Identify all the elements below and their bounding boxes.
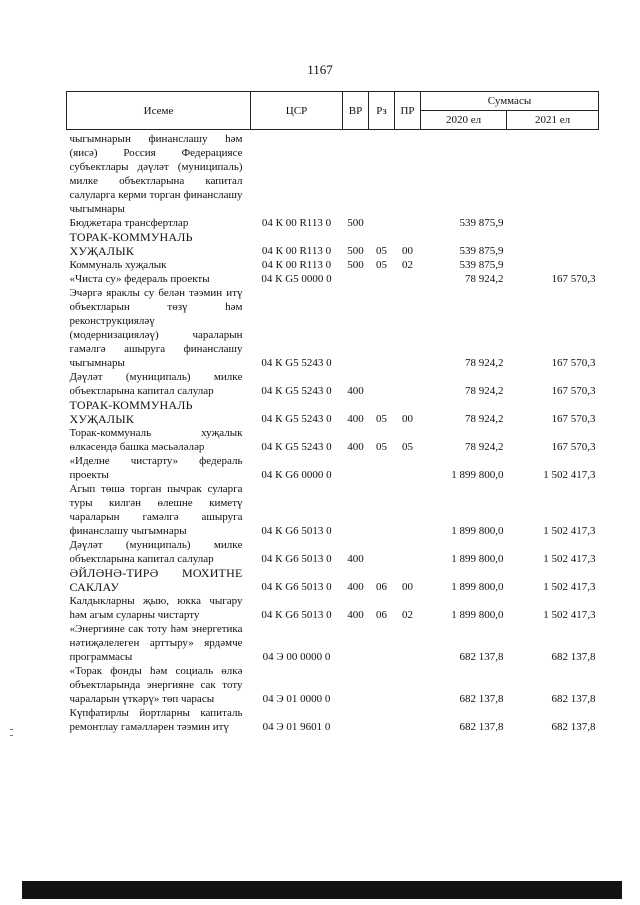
row-vr — [343, 130, 369, 217]
table-row — [67, 426, 599, 454]
table-row — [67, 622, 599, 664]
row-sum-2021: 1 502 417,3 — [543, 609, 596, 621]
row-sum-2020 — [421, 130, 507, 217]
row-vr — [343, 454, 369, 482]
row-pr — [395, 664, 421, 706]
row-sum-2021 — [507, 230, 599, 258]
row-csr: 04 К G6 5013 0 — [261, 581, 332, 593]
row-name: Бюджетара трансфертлар — [69, 217, 189, 229]
table-row — [67, 664, 599, 706]
row-vr: 400 — [347, 441, 364, 453]
row-sum-2021: 167 570,3 — [551, 385, 596, 397]
row-sum-2020: 682 137,8 — [459, 693, 504, 705]
row-csr: 04 Э 01 9601 0 — [262, 721, 331, 733]
table-row — [67, 454, 599, 482]
row-rz — [369, 706, 395, 734]
scan-edge-mark — [10, 735, 13, 736]
row-csr: 04 К 00 R113 0 — [261, 217, 332, 229]
row-csr: 04 Э 00 0000 0 — [262, 651, 331, 663]
table-row — [67, 538, 599, 566]
row-name: ТОРАК-КОММУНАЛЬ ХУҖАЛЫК — [69, 230, 193, 258]
row-sum-2021: 167 570,3 — [551, 413, 596, 425]
row-vr — [343, 286, 369, 370]
table-row — [67, 566, 599, 594]
table-row — [67, 706, 599, 734]
budget-table — [66, 91, 599, 734]
row-sum-2021: 167 570,3 — [551, 273, 596, 285]
table-row — [67, 272, 599, 286]
row-name: Күпфатирлы йортларны капиталь ремонтлау гамәлләрен тәэмин итү — [69, 707, 243, 733]
row-sum-2020: 78 924,2 — [465, 357, 504, 369]
row-pr: 05 — [402, 441, 413, 453]
table-row — [67, 398, 599, 426]
row-pr: 00 — [402, 245, 413, 257]
scan-edge-mark — [10, 729, 13, 730]
row-name: «Чиста су» федераль проекты — [69, 273, 210, 285]
row-sum-2020: 78 924,2 — [465, 441, 504, 453]
table-row — [67, 216, 599, 230]
row-sum-2021 — [507, 130, 599, 217]
row-vr: 500 — [347, 217, 364, 229]
row-csr: 04 К G5 5243 0 — [261, 385, 332, 397]
table-row — [67, 230, 599, 258]
table-row — [67, 130, 599, 217]
row-pr — [395, 482, 421, 538]
row-csr: 04 К 00 R113 0 — [261, 245, 332, 257]
row-sum-2021: 167 570,3 — [551, 441, 596, 453]
table-row — [67, 370, 599, 398]
row-vr: 400 — [347, 609, 364, 621]
row-name: ӘЙЛӘНӘ-ТИРӘ МОХИТНЕ САКЛАУ — [69, 566, 243, 594]
row-rz: 05 — [376, 441, 387, 453]
row-csr: 04 К G6 5013 0 — [261, 525, 332, 537]
row-vr — [343, 272, 369, 286]
row-name: Дәүләт (муниципаль) милкe объектларына капитал салулар — [69, 539, 243, 565]
row-rz — [369, 370, 395, 398]
row-csr: 04 К G5 5243 0 — [261, 413, 332, 425]
row-sum-2020: 1 899 800,0 — [451, 609, 504, 621]
row-pr — [395, 622, 421, 664]
row-rz — [369, 130, 395, 217]
table-row — [67, 258, 599, 272]
row-sum-2021: 1 502 417,3 — [543, 469, 596, 481]
page-number: 1167 — [307, 62, 333, 77]
row-rz: 06 — [376, 609, 387, 621]
row-sum-2021 — [507, 258, 599, 272]
row-sum-2020: 78 924,2 — [465, 273, 504, 285]
row-sum-2020: 682 137,8 — [459, 651, 504, 663]
scan-bottom-bar — [22, 881, 622, 899]
row-csr: 04 Э 01 0000 0 — [262, 693, 331, 705]
row-pr — [395, 272, 421, 286]
row-csr: 04 К G5 5243 0 — [261, 357, 332, 369]
row-sum-2021: 1 502 417,3 — [543, 525, 596, 537]
row-pr — [395, 216, 421, 230]
table-row — [67, 594, 599, 622]
row-sum-2020: 1 899 800,0 — [451, 525, 504, 537]
row-rz: 05 — [376, 245, 387, 257]
row-vr — [343, 622, 369, 664]
row-sum-2020: 539 875,9 — [459, 217, 504, 229]
row-vr — [343, 664, 369, 706]
table-row — [67, 482, 599, 538]
row-vr — [343, 706, 369, 734]
row-sum-2020: 78 924,2 — [465, 413, 504, 425]
row-name: чыгымнарын финанслашу һәм (яисә) Россия Федерациясе субъектлары дәүләт (муниципаль) милкe объектларына капитал салуларга керми торган финанслашу чыгымнары — [69, 133, 243, 215]
row-name: «Иделне чистарту» федераль проекты — [69, 455, 243, 481]
row-rz: 05 — [376, 259, 387, 271]
header-name: Исеме — [67, 92, 251, 130]
row-sum-2020: 1 899 800,0 — [451, 553, 504, 565]
row-sum-2020: 1 899 800,0 — [451, 469, 504, 481]
row-vr: 400 — [347, 385, 364, 397]
row-name: Эчәргә яраклы су белән тәэмин итү объектларын төзү һәм реконструкцияләү (модернизацияләү) чараларын гамәлгә ашыруга финанслашу чыгымнары — [69, 287, 243, 369]
row-rz — [369, 286, 395, 370]
row-sum-2021: 682 137,8 — [551, 721, 596, 733]
table-header — [67, 92, 599, 130]
row-vr: 400 — [347, 581, 364, 593]
row-pr: 00 — [402, 413, 413, 425]
header-year-2021: 2021 ел — [507, 111, 599, 130]
row-csr — [251, 130, 343, 217]
header-vr: ВР — [343, 92, 369, 130]
row-rz — [369, 664, 395, 706]
row-rz — [369, 216, 395, 230]
row-pr — [395, 130, 421, 217]
row-rz — [369, 538, 395, 566]
row-pr — [395, 538, 421, 566]
row-csr: 04 К G6 5013 0 — [261, 609, 332, 621]
row-pr — [395, 370, 421, 398]
row-pr — [395, 706, 421, 734]
header-pr: ПР — [395, 92, 421, 130]
row-csr: 04 К G5 5243 0 — [261, 441, 332, 453]
row-csr: 04 К 00 R113 0 — [261, 259, 332, 271]
row-rz — [369, 454, 395, 482]
row-vr: 400 — [347, 413, 364, 425]
row-pr: 02 — [402, 259, 413, 271]
row-vr: 500 — [347, 245, 364, 257]
row-name: Дәүләт (муниципаль) милкe объектларына капитал салулар — [69, 371, 243, 397]
header-csr: ЦСР — [251, 92, 343, 130]
row-sum-2021: 682 137,8 — [551, 693, 596, 705]
row-rz — [369, 622, 395, 664]
header-sums: Суммасы — [421, 92, 599, 111]
row-sum-2021: 682 137,8 — [551, 651, 596, 663]
row-csr: 04 К G6 5013 0 — [261, 553, 332, 565]
row-rz: 05 — [376, 413, 387, 425]
row-name: ТОРАК-КОММУНАЛЬ ХУҖАЛЫК — [69, 398, 193, 426]
row-pr: 00 — [402, 581, 413, 593]
row-rz — [369, 482, 395, 538]
row-sum-2020: 1 899 800,0 — [451, 581, 504, 593]
row-sum-2020: 682 137,8 — [459, 721, 504, 733]
row-name: «Энергияне сак тоту һәм энергетика нәтиҗәлелеген арттыру» ярдәмче программасы — [69, 623, 243, 663]
row-pr: 02 — [402, 609, 413, 621]
header-rz: Рз — [369, 92, 395, 130]
row-rz: 06 — [376, 581, 387, 593]
row-sum-2020: 539 875,9 — [459, 259, 504, 271]
row-vr: 400 — [347, 553, 364, 565]
row-sum-2020: 78 924,2 — [465, 385, 504, 397]
row-vr: 500 — [347, 259, 364, 271]
table-body — [67, 130, 599, 735]
row-rz — [369, 272, 395, 286]
row-pr — [395, 454, 421, 482]
row-sum-2021 — [507, 216, 599, 230]
row-name: Торак-коммуналь хуҗалык өлкәсендә башка мәсьәләләр — [69, 427, 243, 453]
row-sum-2021: 1 502 417,3 — [543, 553, 596, 565]
row-pr — [395, 286, 421, 370]
row-name: Калдыкларны җыю, юкка чыгару һәм агым суларны чистарту — [69, 595, 243, 621]
row-name: Коммуналь хуҗалык — [69, 259, 167, 271]
header-year-2020: 2020 ел — [421, 111, 507, 130]
row-sum-2021: 1 502 417,3 — [543, 581, 596, 593]
row-name: «Торак фонды һәм социаль өлкә объектларында энергияне сак тоту чараларын үткәрү» төп чарасы — [69, 665, 243, 705]
row-vr — [343, 482, 369, 538]
row-csr: 04 К G5 0000 0 — [261, 273, 332, 285]
row-name: Агып төшә торган пычрак суларга туры килгән өлешне киметү чараларын гамәлгә ашыруга финанслашу чыгымнары — [69, 483, 243, 537]
table-row — [67, 286, 599, 370]
row-sum-2021: 167 570,3 — [551, 357, 596, 369]
row-sum-2020: 539 875,9 — [459, 245, 504, 257]
row-csr: 04 К G6 0000 0 — [261, 469, 332, 481]
